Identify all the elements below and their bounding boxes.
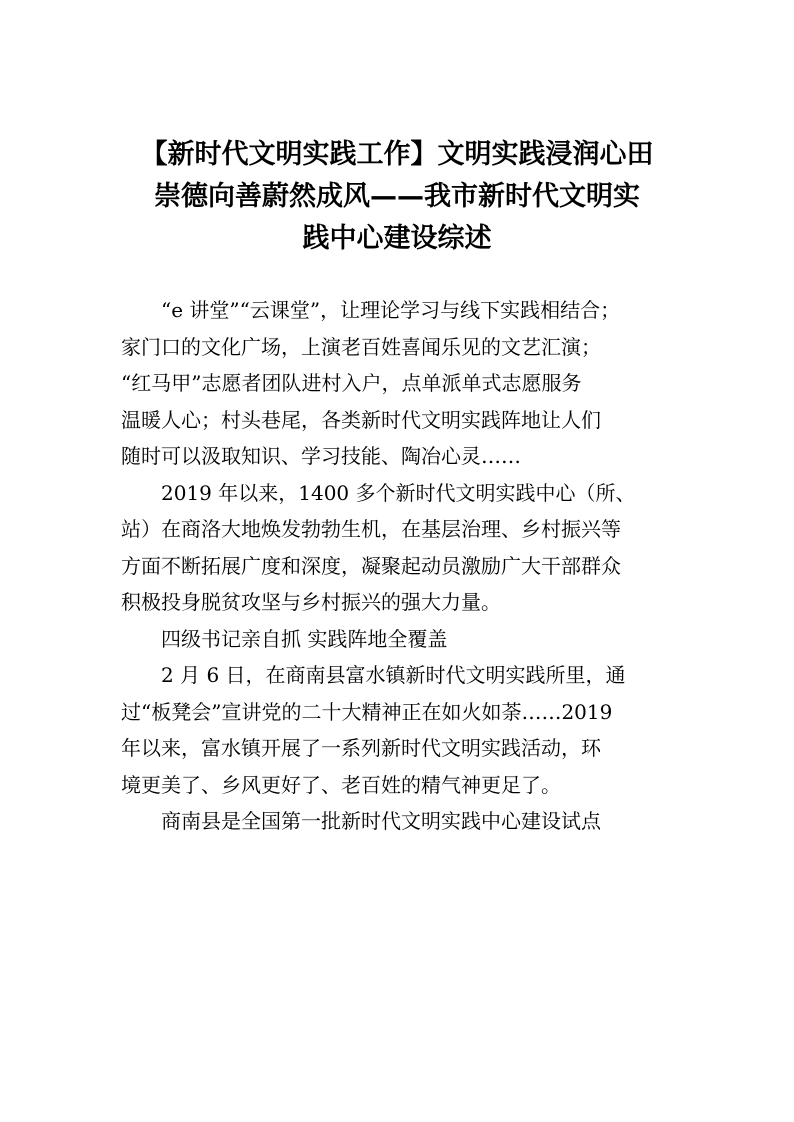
text-line: 家门口的文化广场，上演老百姓喜闻乐见的文艺汇演； bbox=[121, 334, 601, 359]
text-line: 过“板凳会”宣讲党的二十大精神正在如火如荼……2019 bbox=[121, 699, 613, 724]
text-line: 商南县是全国第一批新时代文明实践中心建设试点 bbox=[161, 809, 601, 833]
text-line: 站）在商洛大地焕发勃勃生机，在基层治理、乡村振兴等 bbox=[121, 517, 621, 541]
title-line: 【新时代文明实践工作】文明实践浸润心田 bbox=[140, 139, 654, 170]
text-line: 温暖人心；村头巷尾，各类新时代文明实践阵地让人们 bbox=[121, 407, 601, 432]
text-line: 随时可以汲取知识、学习技能、陶冶心灵…… bbox=[121, 444, 521, 468]
text-line: 境更美了、乡风更好了、老百姓的精气神更足了。 bbox=[121, 772, 561, 797]
document-title bbox=[100, 134, 694, 260]
text-line: 方面不断拓展广度和深度，凝聚起动员激励广大干部群众 bbox=[121, 553, 621, 578]
text-line: 2019 年以来，1400 多个新时代文明实践中心（所、 bbox=[161, 480, 636, 505]
text-line: “红马甲”志愿者团队进村入户，点单派单式志愿服务 bbox=[121, 371, 582, 395]
text-line: “e 讲堂”“云课堂”，让理论学习与线下实践相结合； bbox=[161, 298, 621, 322]
text-line: 年以来，富水镇开展了一系列新时代文明实践活动，环 bbox=[121, 736, 601, 760]
title-line: 崇德向善蔚然成风——我市新时代文明实 bbox=[154, 181, 640, 212]
section-heading: 四级书记亲自抓 实践阵地全覆盖 bbox=[161, 626, 448, 651]
document-body bbox=[121, 292, 691, 840]
text-line: 积极投身脱贫攻坚与乡村振兴的强大力量。 bbox=[121, 590, 501, 614]
text-line: 2 月 6 日，在商南县富水镇新时代文明实践所里，通 bbox=[161, 663, 626, 687]
title-line: 践中心建设综述 bbox=[302, 223, 492, 254]
